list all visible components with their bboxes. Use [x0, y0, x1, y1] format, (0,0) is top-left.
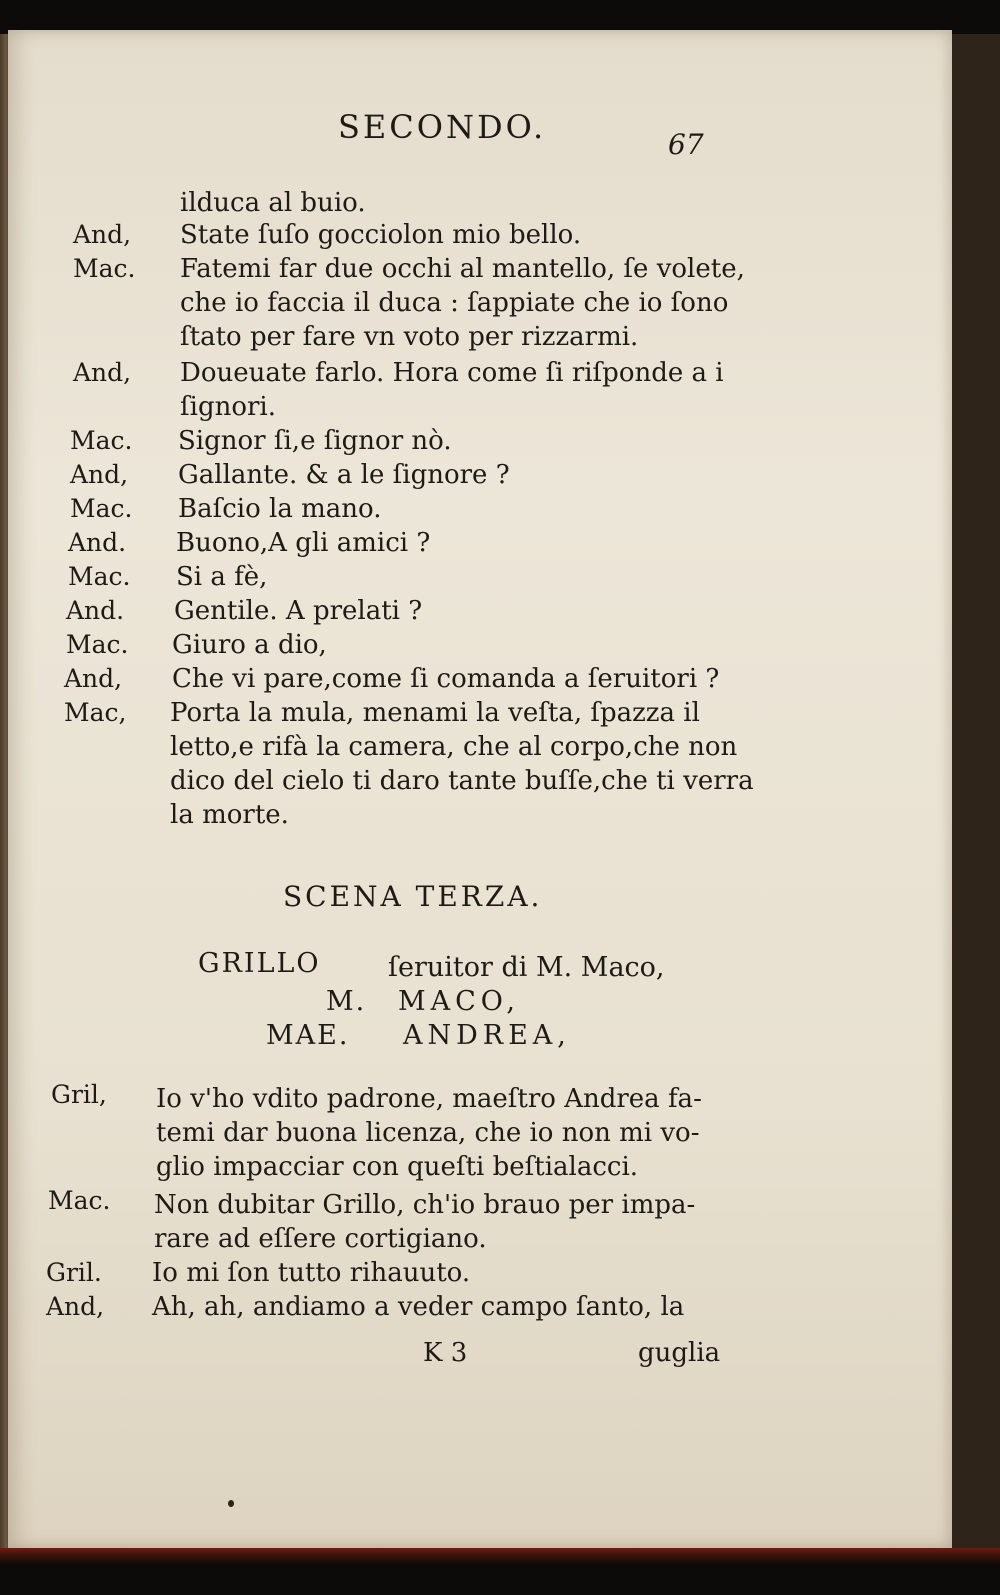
speaker-label: Mac.	[73, 254, 136, 283]
speaker-label: Gril.	[46, 1258, 102, 1287]
scene-heading: SCENA TERZA.	[283, 880, 543, 913]
dialogue-line: Baſcio la mano.	[178, 494, 382, 524]
dialogue-line: che io faccia il duca : ſappiate che io ſono	[180, 288, 729, 318]
dialogue-line: Gentile. A prelati ?	[174, 596, 423, 626]
ink-speck	[228, 1500, 234, 1507]
speaker-label: And,	[70, 460, 129, 489]
running-header: SECONDO.	[338, 108, 547, 146]
speaker-label: Mac.	[48, 1186, 111, 1215]
dialogue-line: Che vi pare,come ſi comanda a ſeruitori ?	[172, 664, 720, 694]
dialogue-line: rare ad eſſere cortigiano.	[154, 1224, 487, 1254]
dialogue-line: Ah, ah, andiamo a veder campo ſanto, la	[152, 1292, 685, 1322]
speaker-label: And.	[66, 596, 125, 625]
dialogue-line: Io v'ho vdito padrone, maeſtro Andrea fa-	[156, 1084, 702, 1114]
speaker-label: Gril,	[51, 1080, 107, 1109]
catchword: guglia	[638, 1338, 721, 1368]
speaker-label: And,	[46, 1292, 105, 1321]
dialogue-line: Buono,A gli amici ?	[176, 528, 431, 558]
dialogue-line: Si a fè,	[176, 562, 268, 592]
book-page	[8, 30, 952, 1548]
cast-description: MACO,	[398, 986, 520, 1017]
dialogue-line: ilduca al buio.	[180, 188, 366, 218]
speaker-label: Mac.	[68, 562, 131, 591]
dialogue-line: Non dubitar Grillo, ch'io brauo per impa-	[154, 1190, 696, 1220]
dialogue-line: ſignori.	[180, 392, 276, 422]
speaker-label: And,	[64, 664, 123, 693]
dialogue-line: la morte.	[170, 800, 289, 830]
page-number: 67	[668, 128, 704, 161]
speaker-label: And,	[73, 220, 132, 249]
scan-top-edge	[0, 0, 1000, 34]
speaker-label: And.	[68, 528, 127, 557]
dialogue-line: dico del cielo ti daro tante buſſe,che ti verra	[170, 766, 754, 796]
signature-mark: K 3	[423, 1338, 468, 1368]
dialogue-line: glio impacciar con queſti beſtialacci.	[156, 1152, 639, 1182]
cast-description: ANDREA,	[403, 1020, 571, 1051]
dialogue-line: Giuro a dio,	[172, 630, 327, 660]
dialogue-line: State ſuſo gocciolon mio bello.	[180, 220, 582, 250]
dialogue-line: letto,e rifà la camera, che al corpo,che non	[170, 732, 738, 762]
dialogue-line: Signor ſi,e ſignor nò.	[178, 426, 452, 456]
speaker-label: Mac.	[70, 426, 133, 455]
dialogue-line: Fatemi far due occhi al mantello, ſe volete,	[180, 254, 745, 284]
cast-name: MAE.	[266, 1020, 350, 1051]
speaker-label: Mac.	[70, 494, 133, 523]
dialogue-line: Io mi ſon tutto rihauuto.	[152, 1258, 471, 1288]
dialogue-line: Porta la mula, menami la veſta, ſpazza il	[170, 698, 700, 728]
dialogue-line: Doueuate farlo. Hora come ſi riſponde a i	[180, 358, 724, 388]
speaker-label: Mac.	[66, 630, 129, 659]
dialogue-line: temi dar buona licenza, che io non mi vo-	[156, 1118, 700, 1148]
scan-bottom-edge	[0, 1548, 1000, 1595]
speaker-label: Mac,	[64, 698, 127, 727]
dialogue-line: Gallante. & a le ſignore ?	[178, 460, 510, 490]
cast-name: M.	[326, 986, 367, 1017]
speaker-label: And,	[73, 358, 132, 387]
cast-name: GRILLO	[198, 948, 321, 979]
cast-description: ſeruitor di M. Maco,	[388, 952, 665, 983]
dialogue-line: ſtato per fare vn voto per rizzarmi.	[180, 322, 639, 352]
